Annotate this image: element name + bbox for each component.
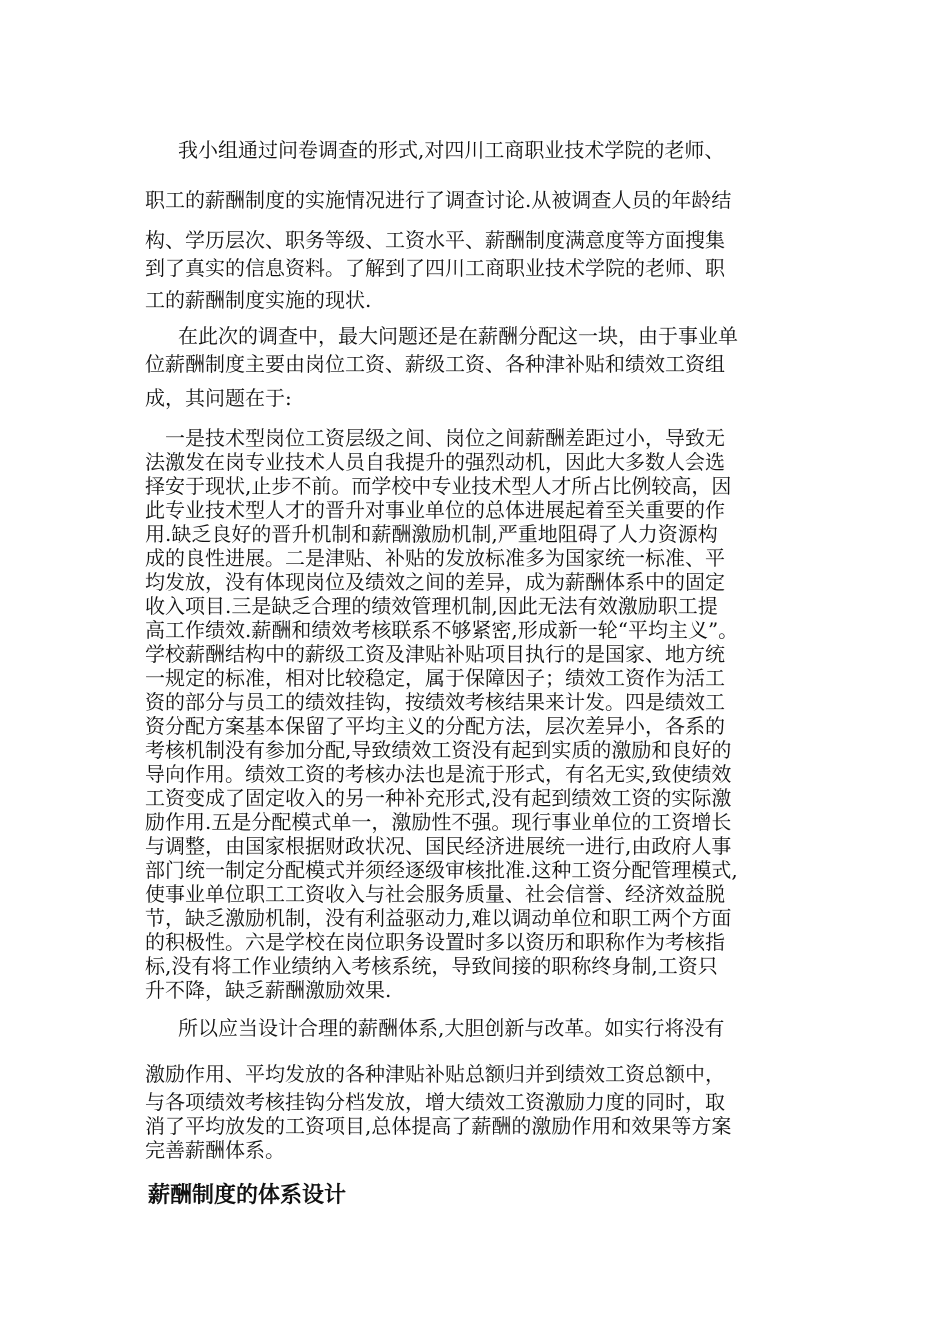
text-line: 用.缺乏良好的晋升机制和薪酬激励机制,严重地阻碍了人力资源构 — [145, 522, 718, 546]
text-line: 节，缺乏激励机制，没有利益驱动力,难以调动单位和职工两个方面 — [145, 906, 732, 930]
text-line: 高工作绩效.薪酬和绩效考核联系不够紧密,形成新一轮“平均主义”。 — [145, 618, 739, 642]
text-line: 导向作用。绩效工资的考核办法也是流于形式，有名无实,致使绩效 — [145, 762, 732, 786]
text-line: 我小组通过问卷调查的形式,对四川工商职业技术学院的老师、 — [178, 138, 725, 162]
text-line: 成，其问题在于: — [145, 386, 292, 410]
text-line: 消了平均放发的工资项目,总体提高了薪酬的激励作用和效果等方案 — [145, 1114, 732, 1138]
text-line: 工资变成了固定收入的另一种补充形式,没有起到绩效工资的实际激 — [145, 786, 732, 810]
text-line: 成的良性进展。二是津贴、补贴的发放标准多为国家统一标准、平 — [145, 546, 725, 570]
text-line: 完善薪酬体系。 — [145, 1138, 285, 1162]
text-line: 一是技术型岗位工资层级之间、岗位之间薪酬差距过小，导致无 — [165, 426, 725, 450]
text-line: 所以应当设计合理的薪酬体系,大胆创新与改革。如实行将没有 — [178, 1016, 725, 1040]
text-line: 资分配方案基本保留了平均主义的分配方法，层次差异小，各系的 — [145, 714, 725, 738]
text-line: 择安于现状,止步不前。而学校中专业技术型人才所占比例较高，因 — [145, 474, 732, 498]
text-line: 部门统一制定分配模式并须经逐级审核批准.这种工资分配管理模式, — [145, 858, 738, 882]
text-line: 在此次的调查中，最大问题还是在薪酬分配这一块，由于事业单 — [178, 324, 738, 348]
text-line: 励作用.五是分配模式单一，激励性不强。现行事业单位的工资增长 — [145, 810, 732, 834]
section-heading: 薪酬制度的体系设计 — [148, 1183, 347, 1208]
text-line: 一规定的标准，相对比较稳定，属于保障因子；绩效工资作为活工 — [145, 666, 725, 690]
text-line: 职工的薪酬制度的实施情况进行了调查讨论.从被调查人员的年龄结 — [145, 188, 732, 212]
text-line: 位薪酬制度主要由岗位工资、薪级工资、各种津补贴和绩效工资组 — [145, 352, 725, 376]
text-line: 收入项目.三是缺乏合理的绩效管理机制,因此无法有效激励职工提 — [145, 594, 718, 618]
text-line: 工的薪酬制度实施的现状. — [145, 288, 372, 312]
text-line: 法激发在岗专业技术人员自我提升的强烈动机，因此大多数人会选 — [145, 450, 725, 474]
text-line: 到了真实的信息资料。了解到了四川工商职业技术学院的老师、职 — [145, 256, 725, 280]
text-line: 与各项绩效考核挂钩分档发放，增大绩效工资激励力度的同时，取 — [145, 1090, 725, 1114]
text-line: 使事业单位职工工资收入与社会服务质量、社会信誉、经济效益脱 — [145, 882, 725, 906]
text-line: 此专业技术型人才的晋升对事业单位的总体进展起着至关重要的作 — [145, 498, 725, 522]
text-line: 激励作用、平均发放的各种津贴补贴总额归并到绩效工资总额中， — [145, 1062, 725, 1086]
text-line: 与调整，由国家根据财政状况、国民经济进展统一进行,由政府人事 — [145, 834, 732, 858]
text-line: 均发放，没有体现岗位及绩效之间的差异，成为薪酬体系中的固定 — [145, 570, 725, 594]
text-line: 标,没有将工作业绩纳入考核系统，导致间接的职称终身制,工资只 — [145, 954, 718, 978]
text-line: 升不降，缺乏薪酬激励效果. — [145, 978, 392, 1002]
text-line: 学校薪酬结构中的薪级工资及津贴补贴项目执行的是国家、地方统 — [145, 642, 725, 666]
text-line: 的积极性。六是学校在岗位职务设置时多以资历和职称作为考核指 — [145, 930, 725, 954]
text-line: 构、学历层次、职务等级、工资水平、薪酬制度满意度等方面搜集 — [145, 228, 725, 252]
text-line: 资的部分与员工的绩效挂钩，按绩效考核结果来计发。四是绩效工 — [145, 690, 725, 714]
text-line: 考核机制没有参加分配,导致绩效工资没有起到实质的激励和良好的 — [145, 738, 732, 762]
